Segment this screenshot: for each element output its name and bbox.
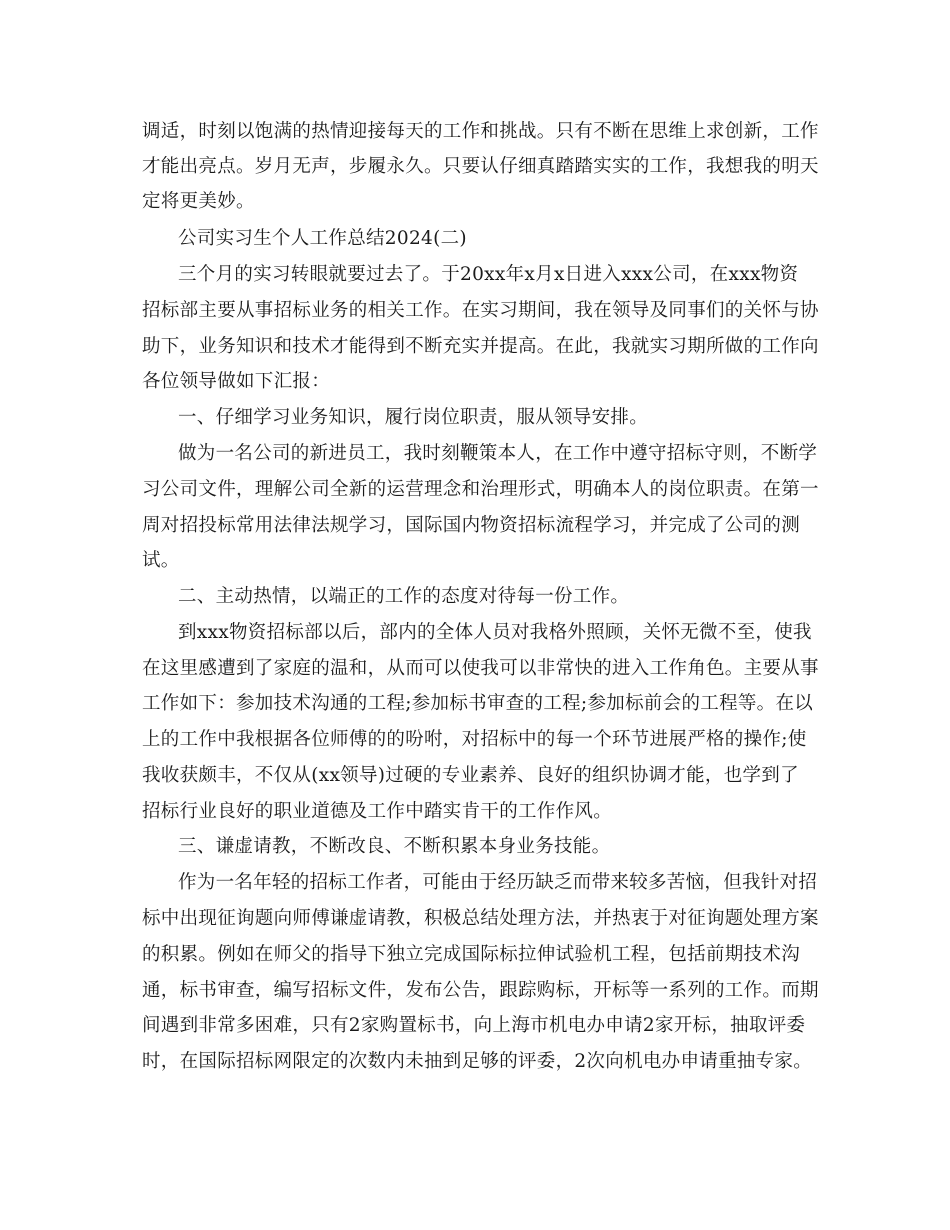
text-line: 上的工作中我根据各位师傅的的吩咐，对招标中的每一个环节进展严格的操作;使	[142, 729, 807, 750]
text-line: 工作如下：参加技术沟通的工程;参加标书审查的工程;参加标前会的工程等。在以	[142, 693, 814, 714]
text-line: 在这里感遭到了家庭的温和，从而可以使我可以非常快的进入工作角色。主要从事	[142, 658, 819, 679]
text-line: 习公司文件，理解公司全新的运营理念和治理形式，明确本人的岗位职责。在第一	[142, 479, 819, 500]
text-line: 招标部主要从事招标业务的相关工作。在实习期间，我在领导及同事们的关怀与协	[142, 300, 819, 321]
subheading: 一、仔细学习业务知识，履行岗位职责，服从领导安排。	[178, 407, 649, 428]
paragraph-first-line: 作为一名年轻的招标工作者，可能由于经历缺乏而带来较多苦恼，但我针对招	[178, 872, 818, 893]
text-line: 我收获颇丰，不仅从(xx领导)过硬的专业素养、良好的组织协调才能，也学到了	[142, 765, 799, 786]
section-heading: 公司实习生个人工作总结2024(二)	[178, 228, 467, 249]
text-line: 通，标书审查，编写招标文件，发布公告，跟踪购标，开标等一系列的工作。而期	[142, 980, 819, 1001]
text-line: 标中出现征询题向师傅谦虚请教，积极总结处理方法，并热衷于对征询题处理方案	[142, 908, 819, 929]
text-line: 的积累。例如在师父的指导下独立完成国际标拉伸试验机工程，包括前期技术沟	[142, 944, 801, 965]
text-line: 时，在国际招标网限定的次数内未抽到足够的评委，2次向机电办申请重抽专家。	[142, 1051, 813, 1072]
paragraph-first-line: 到xxx物资招标部以后，部内的全体人员对我格外照顾，关怀无微不至，使我	[178, 622, 812, 643]
text-line: 才能出亮点。岁月无声，步履永久。只要认仔细真踏踏实实的工作，我想我的明天	[142, 156, 819, 177]
text-line: 试。	[142, 550, 180, 571]
text-line: 间遇到非常多困难，只有2家购置标书，向上海市机电办申请2家开标，抽取评委	[142, 1015, 806, 1036]
subheading: 二、主动热情，以端正的工作的态度对待每一份工作。	[178, 586, 630, 607]
text-line: 调适，时刻以饱满的热情迎接每天的工作和挑战。只有不断在思维上求创新，工作	[142, 121, 819, 142]
paragraph-first-line: 做为一名公司的新进员工，我时刻鞭策本人，在工作中遵守招标守则，不断学	[178, 443, 818, 464]
text-line: 助下，业务知识和技术才能得到不断充实并提高。在此，我就实习期所做的工作向	[142, 336, 819, 357]
text-line: 周对招投标常用法律法规学习，国际国内物资招标流程学习，并完成了公司的测	[142, 515, 801, 536]
subheading: 三、谦虚请教，不断改良、不断积累本身业务技能。	[178, 836, 611, 857]
text-line: 招标行业良好的职业道德及工作中踏实肯干的工作作风。	[142, 801, 613, 822]
paragraph-first-line: 三个月的实习转眼就要过去了。于20xx年x月x日进入xxx公司，在xxx物资	[178, 264, 799, 285]
text-line: 定将更美妙。	[142, 191, 255, 212]
text-line: 各位领导做如下汇报：	[142, 371, 331, 392]
